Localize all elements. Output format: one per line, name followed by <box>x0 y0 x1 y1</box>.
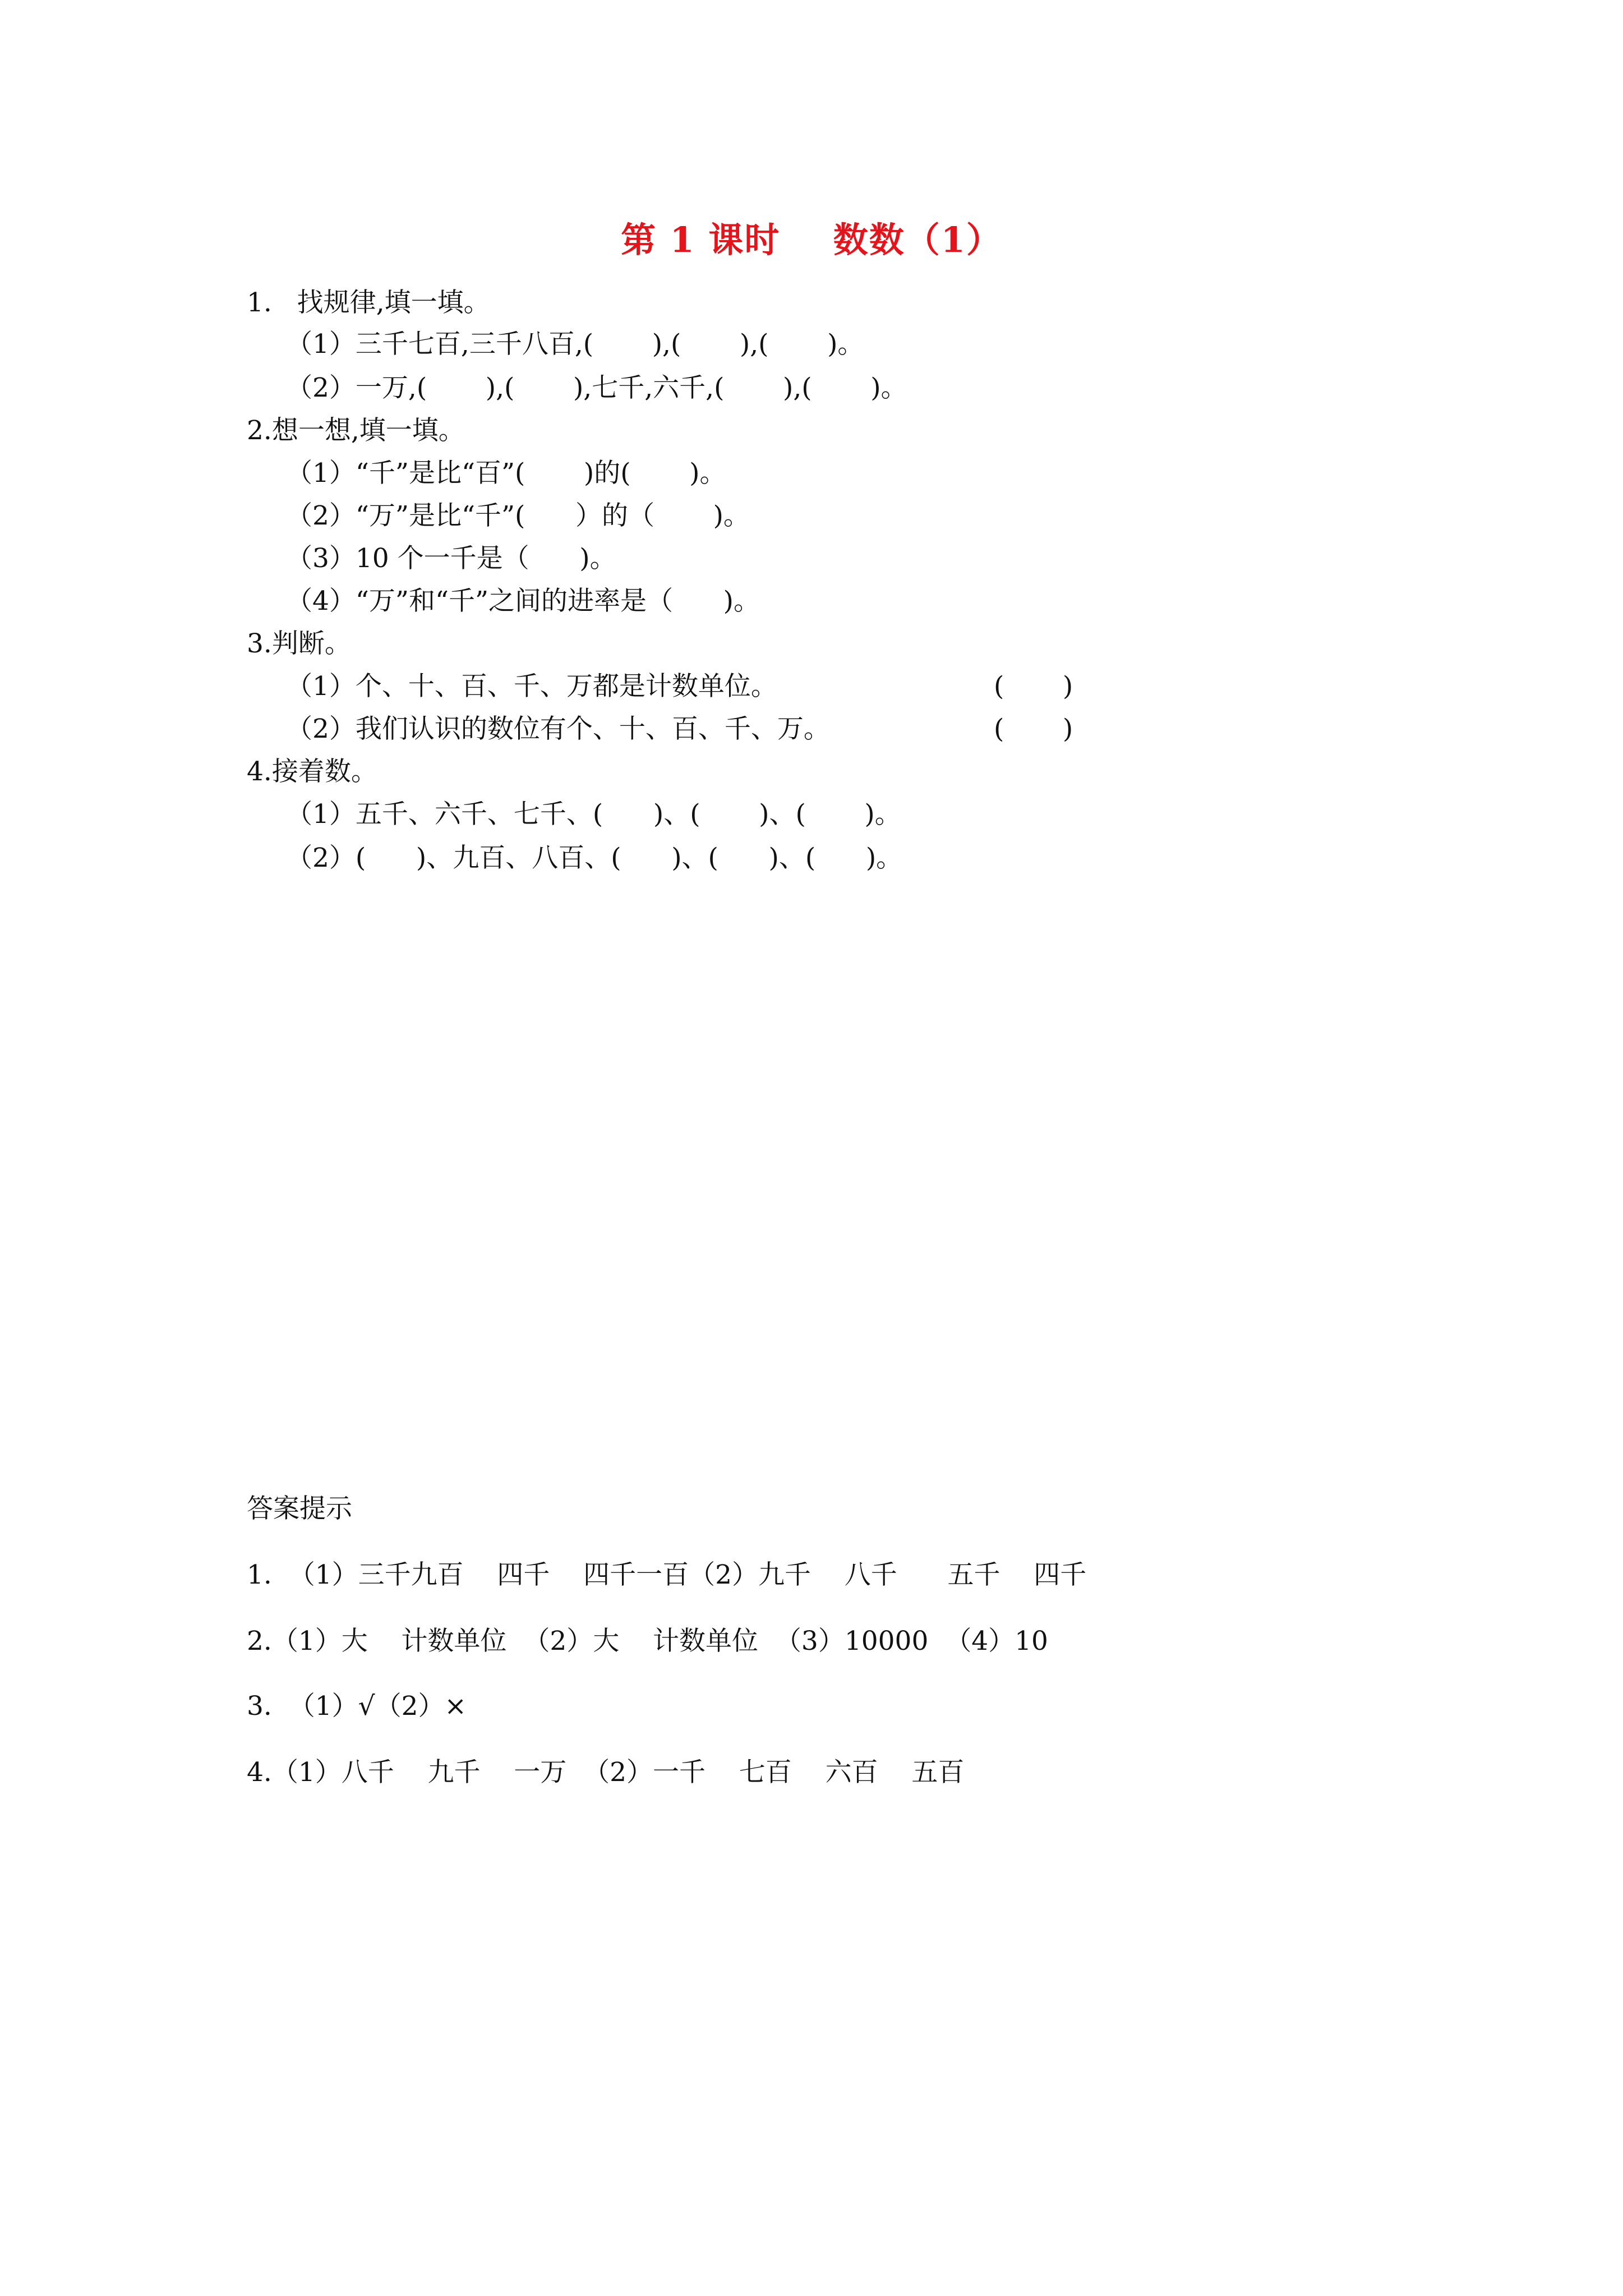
answer-line-4: 4.（1）八千 九千 一万 （2）一千 七百 六百 五百 <box>247 1757 965 1788</box>
question-3-heading: 3.判断。 <box>247 628 351 659</box>
question-3-item-1: （1）个、十、百、千、万都是计数单位。 <box>286 671 777 702</box>
question-4-item-1: （1）五千、六千、七千、( )、( )、( )。 <box>286 799 901 830</box>
answer-line-2: 2.（1）大 计数单位 （2）大 计数单位 （3）10000 （4）10 <box>247 1626 1048 1657</box>
question-4-item-2: （2）( )、九百、八百、( )、( )、( )。 <box>286 843 903 873</box>
question-2-item-4: （4）“万”和“千”之间的进率是（ )。 <box>286 586 760 616</box>
answer-line-1: 1. （1）三千九百 四千 四千一百（2）九千 八千 五千 四千 <box>247 1559 1087 1590</box>
question-3-item-2: （2）我们认识的数位有个、十、百、千、万。 <box>286 714 830 744</box>
answer-line-3: 3. （1）√（2）× <box>247 1691 467 1722</box>
question-2-item-3: （3）10 个一千是（ )。 <box>286 543 616 574</box>
question-4-heading: 4.接着数。 <box>247 756 377 787</box>
question-2-item-2: （2）“万”是比“千”( ）的（ )。 <box>286 500 750 531</box>
question-2-heading: 2.想一想,填一填。 <box>247 415 465 446</box>
question-1-item-2: （2）一万,( ),( ),七千,六千,( ),( )。 <box>286 372 907 403</box>
question-1-heading: 1. 找规律,填一填。 <box>247 287 490 318</box>
judge-answer-blank-2: ( ) <box>994 714 1073 744</box>
answers-heading: 答案提示 <box>247 1493 352 1524</box>
question-1-item-1: （1）三千七百,三千八百,( ),( ),( )。 <box>286 329 864 360</box>
page-title: 第 1 课时 数数（1） <box>621 219 1002 260</box>
question-2-item-1: （1）“千”是比“百”( )的( )。 <box>286 458 726 489</box>
judge-answer-blank-1: ( ) <box>994 671 1073 702</box>
